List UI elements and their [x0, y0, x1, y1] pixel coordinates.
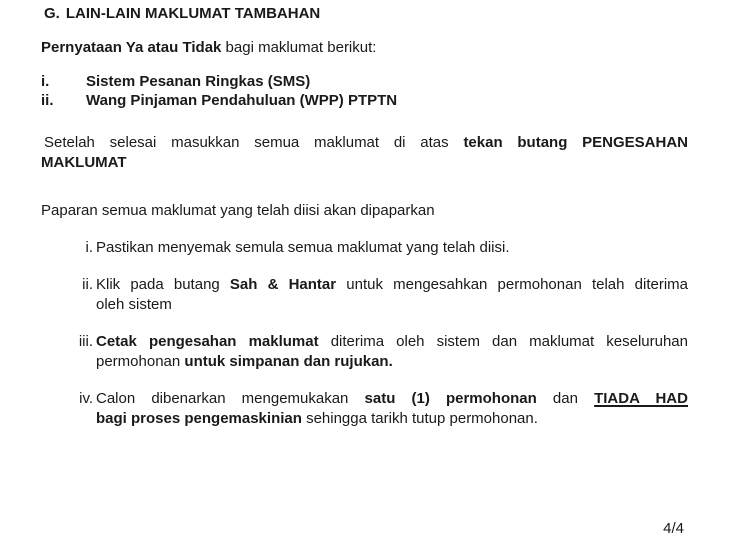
step-line [96, 409, 688, 429]
step-line [96, 332, 688, 352]
step-line [96, 275, 688, 295]
step-segment-bold: untuk simpanan dan rujukan. [184, 353, 393, 370]
step-text [96, 332, 688, 372]
confirm-instruction [41, 133, 688, 173]
step-numeral: iv. [79, 390, 93, 407]
step-segment-bold: Cetak pengesahan maklumat [96, 333, 319, 350]
step-numeral: ii. [82, 276, 93, 293]
section-title: LAIN-LAIN MAKLUMAT TAMBAHAN [65, 5, 321, 22]
step-numeral: i. [85, 239, 93, 256]
option-item-sms [41, 72, 688, 91]
statement-intro [41, 38, 688, 58]
options-list [41, 72, 688, 110]
step-segment: sehingga tarikh tutup permohonan. [301, 410, 538, 427]
step-segment: Klik pada butang [96, 276, 230, 293]
step-item-1 [58, 238, 688, 258]
step-item-3 [58, 332, 688, 372]
statement-intro-rest: bagi maklumat berikut: [221, 39, 377, 56]
step-segment: Pastikan menyemak semula semua maklumat yang telah diisi. [96, 239, 510, 256]
display-note: Paparan semua maklumat yang telah diisi akan dipaparkan [41, 202, 435, 219]
step-line [96, 389, 688, 409]
step-text [96, 238, 688, 258]
step-numeral: iii. [78, 333, 93, 350]
step-line [96, 238, 688, 258]
step-item-4 [58, 389, 688, 429]
step-segment-bold-underline: TIADA HAD [594, 390, 688, 407]
step-segment-bold: satu (1) permohonan [364, 390, 537, 407]
page-number: 4/4 [663, 520, 684, 537]
confirm-line-2 [41, 153, 688, 173]
option-numeral: i. [41, 73, 50, 90]
section-letter: G. [44, 5, 60, 22]
confirm-regular-segment: Setelah selesai masukkan semua maklumat di atas [44, 134, 464, 151]
step-segment: Calon dibenarkan mengemukakan [96, 390, 365, 407]
confirm-bold-segment: MAKLUMAT [41, 154, 127, 171]
step-line [96, 295, 688, 315]
confirm-line-1 [41, 133, 688, 153]
statement-intro-bold: Pernyataan Ya atau Tidak [41, 39, 222, 56]
step-line [96, 352, 688, 372]
section-heading [44, 4, 746, 24]
option-numeral: ii. [41, 92, 54, 109]
confirm-bold-segment: tekan butang PENGESAHAN [463, 134, 689, 151]
step-segment: dan [536, 390, 595, 407]
step-segment-bold: bagi proses pengemaskinian [96, 410, 302, 427]
step-segment: oleh sistem [96, 296, 172, 313]
step-text [96, 389, 688, 429]
option-item-wpp [41, 91, 688, 110]
step-segment-bold: Sah & Hantar [229, 276, 337, 293]
step-text [96, 275, 688, 315]
steps-list [58, 238, 688, 429]
step-segment: permohonan [96, 353, 185, 370]
step-segment: diterima oleh sistem dan maklumat keseluruhan [318, 333, 688, 350]
step-item-2 [58, 275, 688, 315]
option-label: Sistem Pesanan Ringkas (SMS) [86, 73, 311, 90]
option-label: Wang Pinjaman Pendahuluan (WPP) PTPTN [86, 92, 398, 109]
step-segment: untuk mengesahkan permohonan telah diterima [336, 276, 688, 293]
